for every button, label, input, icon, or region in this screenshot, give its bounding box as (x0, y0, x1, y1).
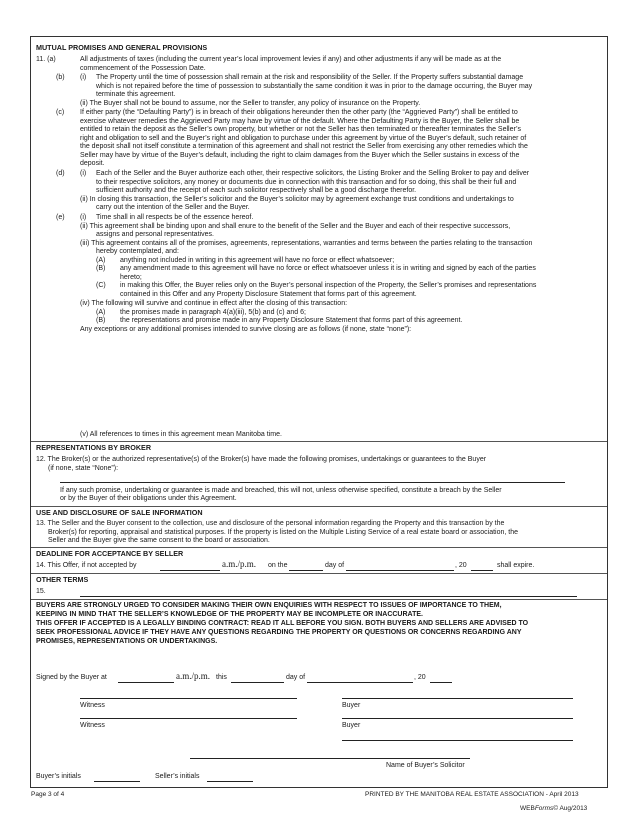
clause-label: (C) (96, 282, 106, 289)
clause-text: Seller and the Buyer give the same consent to the board or association. (48, 537, 270, 544)
clause-number: 11. (a) (36, 56, 56, 63)
clause-text: the deposit shall not itself constitute a termination of this agreement and shall not restrict the Seller from exercising any other remedies which the (80, 143, 528, 150)
buyer-initials-field[interactable] (94, 781, 140, 782)
clause-text: right and obligation to sell and the Buyer’s right and obligation to purchase under this agreement by virtue of the Buyer’s default, such retainer of (80, 134, 527, 142)
signing-text: , 20 (414, 674, 426, 681)
buyer-signature-line[interactable] (342, 718, 573, 719)
signing-text: Signed by the Buyer at (36, 674, 107, 681)
initials-label: Seller’s initials (155, 773, 200, 780)
clause-text: anything not included in writing in this agreement will have no force or effect whatsoever; (120, 256, 395, 264)
signing-month-field[interactable] (307, 682, 413, 683)
clause-text: (iv) The following will survive and continue in effect after the closing of this transaction: (80, 300, 348, 307)
clause-label: (B) (96, 317, 106, 324)
signing-text: day of (286, 674, 306, 681)
clause-text: (if none, state “None”): (48, 464, 119, 472)
clause-text: The Property until the time of possession shall remain at the risk and responsibility of the Seller. If the Property suffers substantial damage (96, 74, 524, 81)
clause-label: (c) (56, 109, 65, 116)
clause-text: Any exceptions or any additional promises intended to survive closing are as follows (if none, state “none”): (80, 325, 412, 333)
clause-text: Broker(s) for reporting, appraisal and statistical purposes. If the property is listed on the Multiple Listing Service of a real estate board or association, the (48, 528, 519, 536)
section-heading-deadline: DEADLINE FOR ACCEPTANCE BY SELLER (36, 549, 184, 558)
clause-label: (i) (80, 214, 87, 221)
clause-label: (A) (96, 256, 106, 264)
ampm-label: a.m./p.m. (176, 671, 210, 681)
clause-label: (i) (80, 74, 87, 81)
clause-text: (ii) This agreement shall be binding upon and shall enure to the benefit of the Seller and the Buyer and each of their respective successors, (80, 222, 511, 230)
ampm-label: a.m./p.m. (222, 559, 256, 569)
signature-label: Name of Buyer’s Solicitor (386, 762, 465, 769)
clause-label: (i) (80, 170, 87, 177)
warning-text: THIS OFFER IF ACCEPTED IS A LEGALLY BINDING CONTRACT: READ IT ALL BEFORE YOU SIGN. BOTH BUYERS AND SELLERS ARE ADVISED TO (36, 620, 529, 627)
buyer-solicitor-line[interactable] (190, 758, 470, 759)
section-divider (31, 506, 607, 507)
section-heading-other: OTHER TERMS (36, 575, 89, 584)
clause-text: the representations and promise made in any Property Disclosure Statement that forms part of this agreement. (120, 317, 463, 324)
section-heading-privacy: USE AND DISCLOSURE OF SALE INFORMATION (36, 508, 203, 517)
warning-text: KEEPING IN MIND THAT THE SELLER’S KNOWLEDGE OF THE PROPERTY MAY BE INCOMPLETE OR INACCURATE. (36, 611, 423, 618)
clause-text: shall expire. (497, 562, 535, 569)
clause-text: hereby contemplated, and: (96, 248, 179, 255)
buyer-extra-line[interactable] (342, 740, 573, 741)
clause-text: All adjustments of taxes (including the current year’s local improvement levies if any) and other adjustments if any will be made as at the (80, 56, 502, 63)
webforms-prefix: WEB (520, 805, 535, 812)
clause-text: to their respective solicitors, any money or documents due in connection with this transaction and for so doing, this shall be their full and (96, 178, 517, 186)
clause-text: any amendment made to this agreement will have no force or effect whatsoever unless it is in writing and signed by each of the parties (120, 265, 536, 272)
clause-text: 12. The Broker(s) or the authorized representative(s) of the Broker(s) have made the following promises, undertakings or guarantees to the Buyer (36, 456, 487, 463)
clause-text: on the (268, 562, 288, 569)
clause-text: Each of the Seller and the Buyer authorize each other, their respective solicitors, the Listing Broker and the Selling Broker to pay and deliver (96, 170, 530, 177)
webforms-version (520, 805, 587, 812)
clause-text: , 20 (455, 562, 467, 569)
broker-promises-line[interactable] (60, 482, 565, 483)
webforms-date: © Aug/2013 (553, 805, 588, 812)
clause-text: 14. This Offer, if not accepted by (36, 562, 137, 569)
seller-initials-field[interactable] (207, 781, 253, 782)
clause-text: the promises made in paragraph 4(a)(iii), 5(b) and (c) and 6; (120, 308, 306, 316)
signature-label: Witness (80, 702, 105, 709)
buyer-signature-line[interactable] (342, 698, 573, 699)
section-divider (31, 441, 607, 442)
clause-text: contained in this Offer and any Property Disclosure Statement that forms part of this agreement. (120, 290, 417, 298)
clause-text: entitled to retain the deposit as the Seller’s own property, but whether or not the Seller has then terminated or thereafter terminates the Seller’s (80, 126, 521, 133)
printed-by: PRINTED BY THE MANITOBA REAL ESTATE ASSOCIATION - April 2013 (365, 791, 579, 798)
initials-label: Buyer’s initials (36, 773, 81, 780)
signature-label: Buyer (342, 722, 361, 729)
clause-text: in making this Offer, the Buyer relies only on the Buyer’s personal inspection of the Property, the Seller’s promises and representations (120, 282, 537, 289)
clause-text: Time shall in all respects be of the essence hereof. (96, 214, 254, 221)
clause-text: hereto; (120, 273, 142, 281)
clause-text: exercise whatever remedies the Aggrieved Party may have by virtue of the default. Where the Defaulting Party is the Buyer, the Seller shall be (80, 117, 520, 125)
clause-label: (e) (56, 214, 65, 221)
clause-label: (B) (96, 265, 106, 272)
clause-text: or by the Buyer of their obligations under this Agreement. (60, 495, 237, 502)
clause-text: which is not repaired before the time of possession to substantially the same condition it was in prior to the damage occurring, the Buyer may (96, 82, 533, 90)
clause-text: sufficient authority and the receipt of each such solicitor respectively shall be a good discharge therefor. (96, 187, 417, 194)
section-heading-reps: REPRESENTATIONS BY BROKER (36, 443, 152, 452)
clause-text: Seller may have by virtue of the Buyer’s default, including the right to claim damages from the Buyer which the Seller sustains in excess of the (80, 151, 520, 159)
clause-text: (ii) The Buyer shall not be bound to assume, nor the Seller to transfer, any policy of insurance on the Property. (80, 99, 421, 107)
signature-label: Buyer (342, 702, 361, 709)
clause-label: (d) (56, 170, 65, 177)
clause-label: (b) (56, 74, 65, 81)
clause-text: terminate this agreement. (96, 91, 176, 98)
expiry-month-field[interactable] (346, 570, 454, 571)
other-terms-line[interactable] (80, 596, 577, 597)
section-heading-mutual: MUTUAL PROMISES AND GENERAL PROVISIONS (36, 43, 208, 52)
signing-text: this (216, 674, 227, 681)
clause-text: (v) All references to times in this agreement mean Manitoba time. (80, 431, 282, 438)
clause-text: carry out the intention of the Seller and the Buyer. (96, 204, 250, 211)
webforms-brand: Forms (534, 805, 554, 812)
signature-label: Witness (80, 722, 105, 729)
clause-number: 15. (36, 588, 46, 595)
witness-signature-line[interactable] (80, 718, 297, 719)
clause-text: commencement of the Possession Date. (80, 64, 206, 72)
clause-text: (iii) This agreement contains all of the promises, agreements, representations, warranties and terms between the parties relating to the transaction (80, 239, 533, 247)
section-divider (31, 547, 607, 548)
clause-text: assigns and personal representatives. (96, 231, 214, 238)
signing-year-field[interactable] (430, 682, 452, 683)
page-number: Page 3 of 4 (31, 791, 65, 798)
witness-signature-line[interactable] (80, 698, 297, 699)
clause-text: If either party (the “Defaulting Party”) is in breach of their obligations hereunder then the other party (the “Aggrieved Party”) shall be entitled to (80, 109, 518, 116)
signing-place-field[interactable] (118, 682, 174, 683)
clause-text: (ii) In closing this transaction, the Seller’s solicitor and the Buyer’s solicitor may by agreement exchange trust conditions and undertakings to (80, 195, 514, 203)
section-divider (31, 573, 607, 574)
clause-text: 13. The Seller and the Buyer consent to the collection, use and disclosure of the personal information regarding the Property and this transaction by the (36, 520, 505, 527)
clause-text: deposit. (80, 160, 105, 167)
clause-text: If any such promise, undertaking or guarantee is made and breached, this will not, unless otherwise specified, constitute a breach by the Seller (60, 486, 502, 494)
signing-day-field[interactable] (231, 682, 284, 683)
clause-label: (A) (96, 308, 106, 316)
expiry-year-field[interactable] (471, 570, 493, 571)
section-divider (31, 599, 607, 600)
warning-text: PROMISES, REPRESENTATIONS OR UNDERTAKINGS. (36, 638, 218, 645)
clause-text: day of (325, 562, 345, 569)
expiry-time-field[interactable] (160, 570, 220, 571)
warning-text: BUYERS ARE STRONGLY URGED TO CONSIDER MAKING THEIR OWN ENQUIRIES WITH RESPECT TO ISSUES OF IMPORTANCE TO THEM, (36, 602, 502, 609)
warning-text: SEEK PROFESSIONAL ADVICE IF THEY HAVE ANY QUESTIONS REGARDING THE PROPERTY OR QUESTIONS OR CONCERNS REGARDING ANY (36, 629, 522, 636)
expiry-day-field[interactable] (289, 570, 323, 571)
